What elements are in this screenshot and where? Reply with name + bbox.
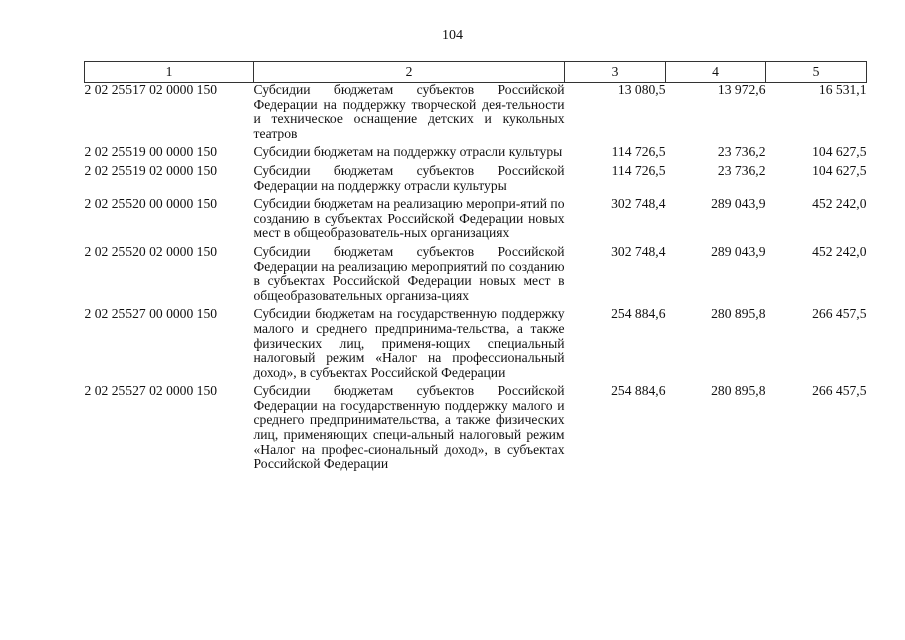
value-col-5: 266 457,5: [812, 383, 867, 399]
value-col-5: 452 242,0: [812, 243, 867, 259]
header-col-3: 3: [565, 62, 666, 83]
page-number: 104: [442, 28, 463, 43]
value-col-4: 289 043,9: [711, 196, 766, 212]
value-col-3: 302 748,4: [611, 243, 666, 259]
budget-code: 2 02 25517 02 0000 150: [84, 82, 218, 97]
description: Субсидии бюджетам субъектов Российской Федерации на государственную поддержку малого и среднего предпринимательства, а также физических лиц, применяющих специ-альный налоговый режим «Налог на профес-сиональный доход», в субъектах Российской Федерации: [253, 383, 565, 472]
budget-code: 2 02 25527 02 0000 150: [84, 383, 218, 399]
value-col-5: 452 242,0: [812, 196, 867, 212]
table-row: [85, 197, 867, 245]
header-col-1: 1: [85, 62, 254, 83]
value-col-5: 104 627,5: [812, 162, 867, 178]
budget-code: 2 02 25527 00 0000 150: [84, 306, 218, 322]
budget-code: 2 02 25520 00 0000 150: [84, 196, 218, 212]
header-col-4: 4: [666, 62, 766, 83]
value-col-3: 302 748,4: [611, 196, 666, 212]
value-col-3: 114 726,5: [611, 144, 666, 160]
header-col-5: 5: [766, 62, 867, 83]
value-col-4: 280 895,8: [711, 306, 766, 322]
value-col-3: 254 884,6: [611, 383, 666, 399]
value-col-5: 104 627,5: [812, 144, 867, 160]
table-row: [85, 307, 867, 384]
budget-code: 2 02 25520 02 0000 150: [84, 243, 218, 259]
value-col-5: 266 457,5: [812, 306, 867, 322]
value-col-3: 13 080,5: [617, 82, 666, 97]
description: Субсидии бюджетам субъектов Российской Федерации на поддержку творческой дея-тельности и техническое оснащение детских и кукольных театров: [253, 82, 565, 141]
value-col-4: 23 736,2: [717, 144, 766, 160]
table-row: [85, 145, 867, 164]
value-col-3: 114 726,5: [611, 162, 666, 178]
table-row: [85, 245, 867, 307]
value-col-4: 13 972,6: [717, 82, 766, 97]
value-col-4: 280 895,8: [711, 383, 766, 399]
value-col-5: 16 531,1: [818, 82, 867, 97]
table-row: [85, 164, 867, 197]
description: Субсидии бюджетам на поддержку отрасли культуры: [253, 144, 563, 160]
description: Субсидии бюджетам на реализацию меропри-ятий по созданию в субъектах Российской Федерации новых мест в общеобразователь-ных организациях: [253, 196, 565, 241]
table-row: [85, 384, 867, 476]
description: Субсидии бюджетам субъектов Российской Федерации на поддержку отрасли культуры: [253, 162, 565, 193]
value-col-3: 254 884,6: [611, 306, 666, 322]
budget-table: [84, 61, 867, 476]
budget-code: 2 02 25519 00 0000 150: [84, 144, 218, 160]
budget-code: 2 02 25519 02 0000 150: [84, 162, 218, 178]
header-col-2: 2: [254, 62, 565, 83]
value-col-4: 289 043,9: [711, 243, 766, 259]
description: Субсидии бюджетам на государственную поддержку малого и среднего предпринима-тельства, а также физических лиц, применя-ющих специальный налоговый режим «Налог на профессиональный доход», в субъектах Российской Федерации: [253, 306, 565, 380]
description: Субсидии бюджетам субъектов Российской Федерации на реализацию мероприятий по созданию в субъектах Российской Федерации новых мест в общеобразовательных организа-циях: [253, 243, 565, 303]
value-col-4: 23 736,2: [717, 162, 766, 178]
table-header-row: [85, 62, 867, 83]
table-row: [85, 83, 867, 146]
